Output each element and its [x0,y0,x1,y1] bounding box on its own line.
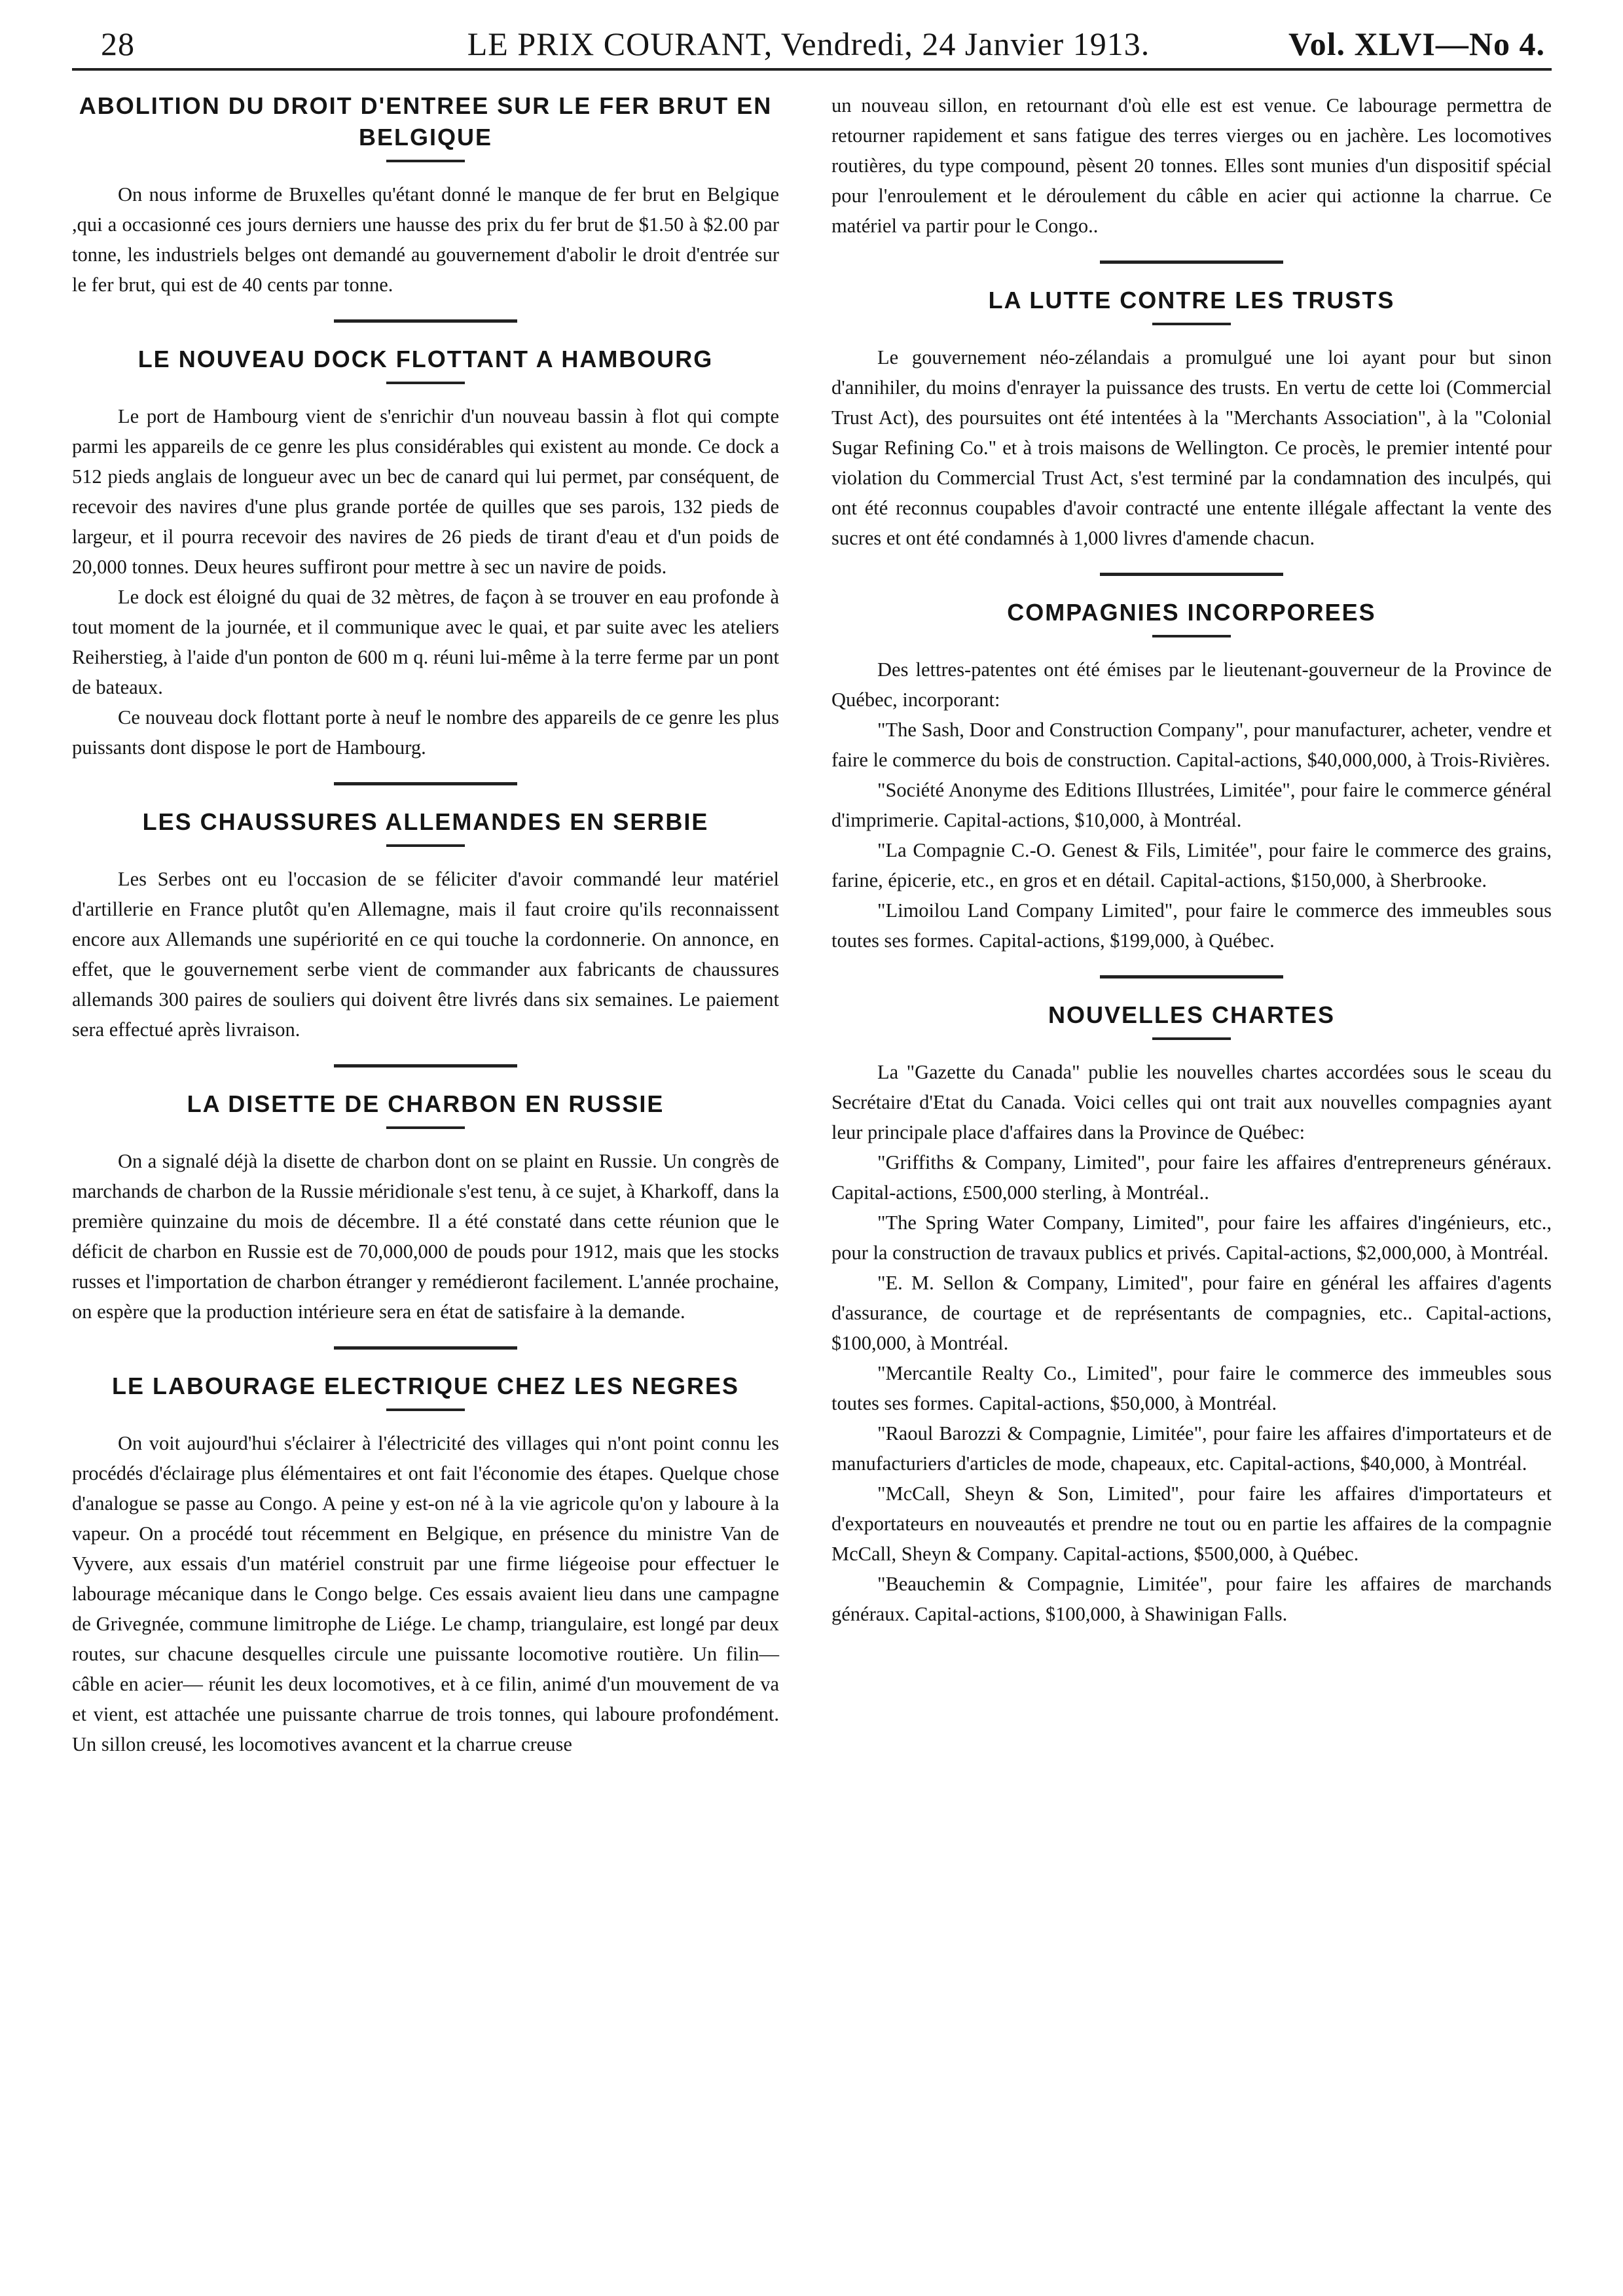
article-paragraph: Le port de Hambourg vient de s'enrichir d'un nouveau bassin à flot qui compte parmi les appareils de ce genre les plus considérables qui existent au monde. Ce dock a 512 pieds anglais de longueur avec un bec de canard qui lui permet, par conséquent, de recevoir des navires d'une plus grande portée de quilles que ses parois, 132 pieds de largeur, et il pourra recevoir des navires de 26 pieds de tirant d'eau et d'un poids de 20,000 tonnes. Deux heures suffiront pour mettre à sec un navire de poids. [72,405,779,578]
article-paragraph: "Société Anonyme des Editions Illustrées, Limitée", pour faire le commerce général d'imprimerie. Capital-actions, $10,000, à Montréal. [831,779,1552,831]
article-paragraph: Le dock est éloigné du quai de 32 mètres, de façon à se trouver en eau profonde à tout moment de la journée, et il communique avec le quai, et par suite avec les ateliers Reiherstieg, à l'aide d'un ponton de 600 m q. réuni lui-même à la terre ferme par un pont de bateaux. [72,586,779,698]
article-le-labourage-electrique-chez-les-negres [72,1371,779,1759]
page-header [65,18,1552,64]
article-le-nouveau-dock-flottant-a-hambourg [72,344,779,762]
article-paragraph: On voit aujourd'hui s'éclairer à l'électricité des villages qui n'ont point connu les procédés d'éclairage plus élémentaires et ont fait l'économie des étapes. Quelque chose d'analogue se passe au Congo. A peine y est-on né à la vie agricole qu'on y laboure à la vapeur. On a procédé tout récemment en Belgique, en présence du ministre Van de Vyvere, aux essais d'un matériel construit par une firme liégeoise pour effectuer le labourage mécanique dans le Congo belge. Ces essais avaient lieu dans une campagne de Grivegnée, commune limitrophe de Liége. Le champ, triangulaire, est longé par deux routes, sur chacune desquelles circule une puissante locomotive routière. Un filin—câble en acier— réunit les deux locomotives, et à ce filin, animé d'un mouvement de va et vient, est attachée une puissante charrue de trois tonnes, qui laboure profondément. Un sillon creusé, les locomotives avancent et la charrue creuse [72,1432,779,1755]
article-title: LA DISETTE DE CHARBON EN RUSSIE [187,1090,665,1117]
article-title: NOUVELLES CHARTES [1048,1001,1336,1028]
article-les-chaussures-allemandes-en-serbie [72,806,779,1045]
article-paragraph: "Limoilou Land Company Limited", pour faire le commerce des immeubles sous toutes ses formes. Capital-actions, $199,000, à Québec. [831,899,1552,952]
right-column [831,90,1552,1629]
article-title: LE NOUVEAU DOCK FLOTTANT A HAMBOURG [137,346,714,372]
article-paragraph: Le gouvernement néo-zélandais a promulgué une loi ayant pour but sinon d'annihiler, du moins d'enrayer la puissance des trusts. En vertu de cette loi (Commercial Trust Act), des poursuites ont été intentées à la "Merchants Association", à la "Colonial Sugar Refining Co." et à trois maisons de Wellington. Ce procès, le premier intenté pour violation du Commercial Trust Act, s'est terminé par la condamnation des inculpés, qui ont été reconnus coupables d'avoir contracté une entente illégale affectant la vente des sucres et ont été condamnés à 1,000 livres d'amende chacun. [831,346,1552,549]
article-paragraph: "La Compagnie C.-O. Genest & Fils, Limitée", pour faire le commerce des grains, farine, épicerie, etc., en gros et en détail. Capital-actions, $150,000, à Sherbrooke. [831,839,1552,891]
article-paragraph: On nous informe de Bruxelles qu'étant donné le manque de fer brut en Belgique ,qui a occasionné ces jours derniers une hausse des prix du fer brut de $1.50 à $2.00 par tonne, les industriels belges ont demandé au gouvernement d'abolir le droit d'entrée sur le fer brut, qui est de 40 cents par tonne. [72,183,779,296]
volume-number: Vol. XLVI—No 4. [1288,26,1545,62]
article-nouvelles-chartes [831,999,1552,1629]
title-rule [386,1126,465,1129]
article-title: ABOLITION DU DROIT D'ENTREE SUR LE FER BRUT EN BELGIQUE [79,92,773,151]
article-title: LES CHAUSSURES ALLEMANDES EN SERBIE [142,808,709,835]
article-paragraph: "The Spring Water Company, Limited", pour faire les affaires d'ingénieurs, etc., pour la construction de travaux publics et privés. Capital-actions, $2,000,000, à Montréal. [831,1211,1552,1264]
article-title: LA LUTTE CONTRE LES TRUSTS [988,287,1395,314]
article-paragraph: "Raoul Barozzi & Compagnie, Limitée", pour faire les affaires d'importateurs et de manufacturiers d'articles de mode, chapeaux, etc. Capital-actions, $40,000, à Montréal. [831,1422,1552,1475]
article-title: LE LABOURAGE ELECTRIQUE CHEZ LES NEGRES [111,1372,740,1399]
article-paragraph: On a signalé déjà la disette de charbon dont on se plaint en Russie. Un congrès de marchands de charbon de la Russie méridionale s'est tenu, à ce sujet, à Kharkoff, dans la première quinzaine du mois de décembre. Il a été constaté dans cette réunion que le déficit de charbon en Russie est de 70,000,000 de pouds pour 1912, mais que les stocks russes et l'importation de charbon étranger y remédieront facilement. L'année prochaine, on espère que la production intérieure sera en état de satisfaire à la demande. [72,1150,779,1323]
left-column [72,90,779,1759]
section-divider [1100,573,1283,576]
section-divider [1100,260,1283,264]
section-divider [1100,975,1283,978]
article-title: COMPAGNIES INCORPOREES [1007,599,1376,626]
article-la-disette-de-charbon-en-russie [72,1088,779,1327]
article-abolition-du-droit-d-entree-sur-le-fer-b [72,90,779,300]
article-continuation [831,90,1552,241]
header-rule [72,68,1552,71]
title-rule [386,382,465,384]
article-paragraph: La "Gazette du Canada" publie les nouvelles chartes accordées sous le sceau du Secrétaire d'Etat du Canada. Voici celles qui ont trait aux nouvelles compagnies ayant leur principale place d'affaires dans la Province de Québec: [831,1061,1552,1143]
article-compagnies-incorporees [831,597,1552,956]
page-number: 28 [101,26,135,62]
title-rule [1152,1037,1231,1040]
article-paragraph: "Griffiths & Company, Limited", pour faire les affaires d'entrepreneurs généraux. Capital-actions, £500,000 sterling, à Montréal.. [831,1151,1552,1204]
article-paragraph: un nouveau sillon, en retournant d'où elle est est venue. Ce labourage permettra de retourner rapidement et sans fatigue des terres vierges ou en jachère. Les locomotives routières, du type compound, pèsent 20 tonnes. Elles sont munies d'un dispositif spécial pour l'enroulement et le déroulement du câble en acier qui actionne la charrue. Ce matériel va partir pour le Congo.. [831,94,1552,237]
article-paragraph: "Beauchemin & Compagnie, Limitée", pour faire les affaires de marchands généraux. Capital-actions, $100,000, à Shawinigan Falls. [831,1573,1552,1625]
section-divider [334,782,517,785]
article-la-lutte-contre-les-trusts [831,285,1552,553]
article-paragraph: Ce nouveau dock flottant porte à neuf le nombre des appareils de ce genre les plus puissants dont dispose le port de Hambourg. [72,706,779,759]
title-rule [386,1408,465,1411]
article-paragraph: "Mercantile Realty Co., Limited", pour faire le commerce des immeubles sous toutes ses formes. Capital-actions, $50,000, à Montréal. [831,1362,1552,1414]
article-paragraph: "McCall, Sheyn & Son, Limited", pour faire les affaires d'importateurs et d'exportateurs en nouveautés et prendre ne tout ou en partie les affaires de la compagnie McCall, Sheyn & Company. Capital-actions, $500,000, à Québec. [831,1482,1552,1565]
article-paragraph: Des lettres-patentes ont été émises par le lieutenant-gouverneur de la Province de Québec, incorporant: [831,658,1552,711]
title-rule [386,844,465,847]
title-rule [1152,635,1231,637]
article-paragraph: Les Serbes ont eu l'occasion de se féliciter d'avoir commandé leur matériel d'artillerie en France plutôt qu'en Allemagne, mais il faut croire qu'ils reconnaissent encore aux Allemands une supériorité en ce qui touche la cordonnerie. On annonce, en effet, que le gouvernement serbe vient de commander aux fabricants de chaussures allemands 300 paires de souliers qui doivent être livrés dans six semaines. Le paiement sera effectué après livraison. [72,868,779,1041]
section-divider [334,319,517,323]
section-divider [334,1064,517,1067]
article-paragraph: "E. M. Sellon & Company, Limited", pour faire en général les affaires d'agents d'assurance, de courtage et de représentants de compagnies, etc.. Capital-actions, $100,000, à Montréal. [831,1272,1552,1354]
title-rule [386,160,465,162]
title-rule [1152,323,1231,325]
section-divider [334,1346,517,1350]
article-paragraph: "The Sash, Door and Construction Company", pour manufacturer, acheter, vendre et faire le commerce du bois de construction. Capital-actions, $40,000,000, à Trois-Rivières. [831,719,1552,771]
publication-title: LE PRIX COURANT, Vendredi, 24 Janvier 1913. [467,26,1150,62]
